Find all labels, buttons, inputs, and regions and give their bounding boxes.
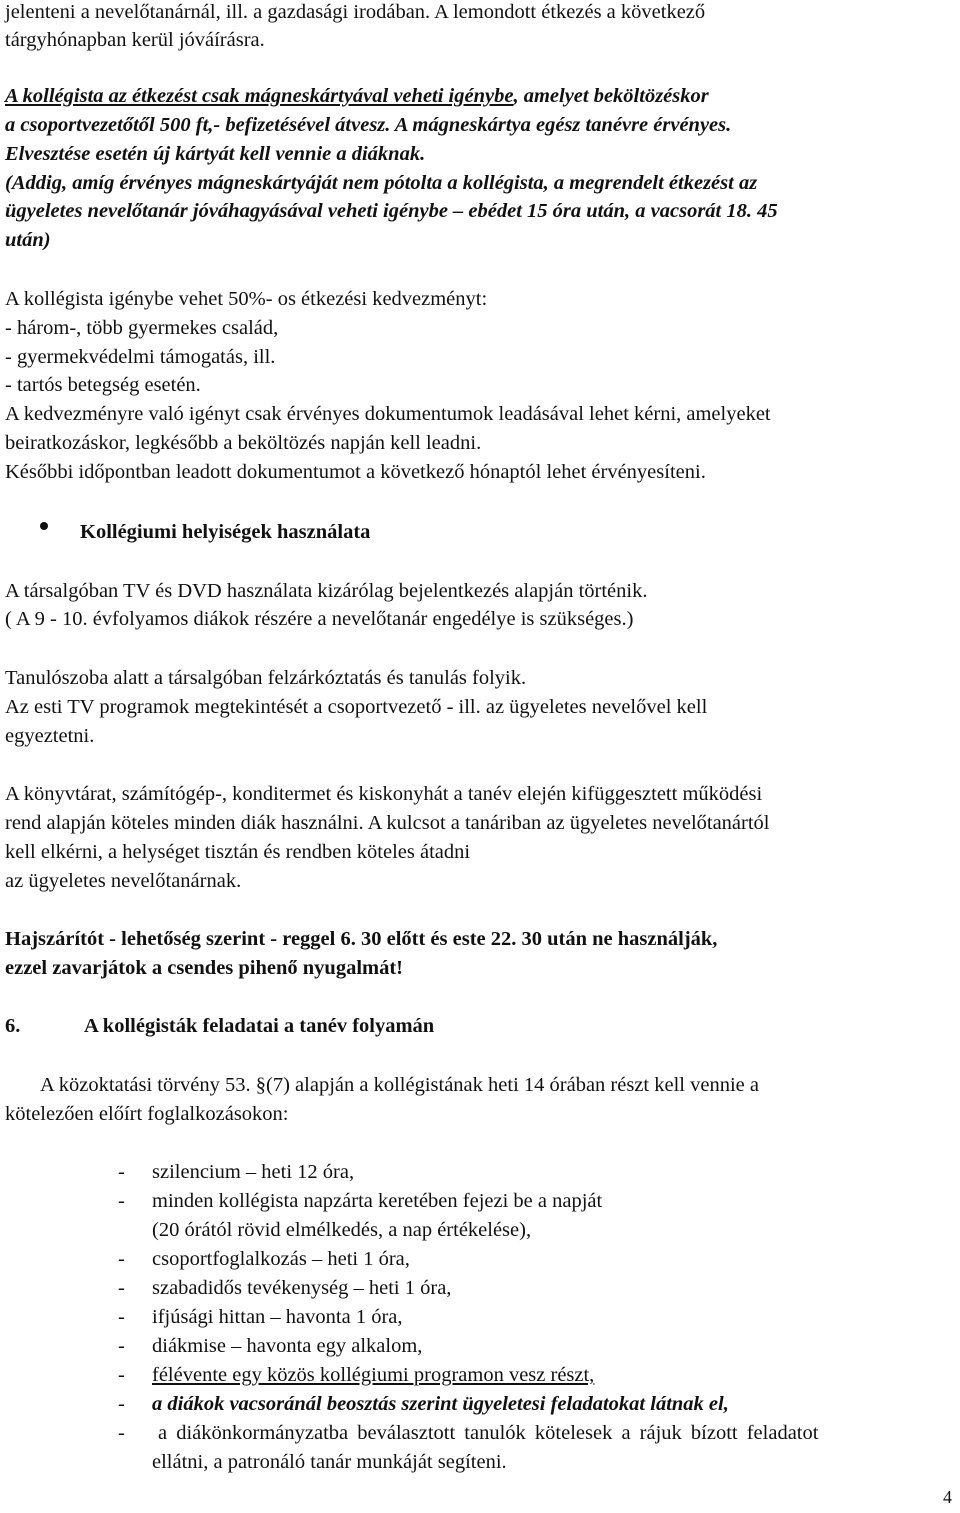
text-line: A könyvtárat, számítógép-, konditermet és kiskonyhát a tanév elején kifüggesztett működési [5,783,763,805]
text-line: ügyeletes nevelőtanár jóváhagyásával veheti igénybe – ebédet 15 óra után, a vacsorát 18. 45 [5,200,778,222]
list-dash: - [118,1190,125,1212]
list-item: minden kollégista napzárta keretében fejezi be a napját [152,1190,603,1212]
list-item: szabadidős tevékenység – heti 1 óra, [152,1277,452,1299]
list-dash: - [118,1248,125,1270]
list-item: félévente egy közös kollégiumi programon vesz részt, [152,1364,595,1386]
text-line: - tartós betegség esetén. [5,374,201,396]
section-number: 6. [5,1015,21,1037]
underlined-text: A kollégista az étkezést csak mágneskártyával veheti igénybe [5,85,514,107]
hairdryer-notice: Hajszárítót - lehetőség szerint - reggel 6. 30 előtt és este 22. 30 után ne használják, [5,928,718,950]
text-line: ( A 9 - 10. évfolyamos diákok részére a nevelőtanár engedélye is szükséges.) [5,608,634,630]
list-item: csoportfoglalkozás – heti 1 óra, [152,1248,410,1270]
list-item: ellátni, a patronáló tanár munkáját segíteni. [152,1451,507,1473]
page-number: 4 [943,1487,952,1507]
list-item: szilencium – heti 12 óra, [152,1161,355,1183]
list-dash: - [118,1277,125,1299]
list-dash: - [118,1393,125,1415]
list-item: ifjúsági hittan – havonta 1 óra, [152,1306,403,1328]
text-line: A közoktatási törvény 53. §(7) alapján a kollégistának heti 14 órában részt kell vennie a [40,1074,759,1096]
section-heading: Kollégiumi helyiségek használata [80,521,371,543]
bullet-icon [40,522,48,530]
text-line: - gyermekvédelmi támogatás, ill. [5,346,276,368]
list-dash: - [118,1161,125,1183]
text-line: (Addig, amíg érvényes mágneskártyáját nem pótolta a kollégista, a megrendelt étkezést az [5,172,758,194]
text-line: A kollégista igénybe vehet 50%- os étkezési kedvezményt: [5,288,488,310]
text-line: Tanulószoba alatt a társalgóban felzárkóztatás és tanulás folyik. [5,667,527,689]
list-item: (20 órától rövid elmélkedés, a nap értékelése), [152,1219,532,1241]
text-span: , amelyet beköltözéskor [513,85,709,107]
list-dash: - [118,1306,125,1328]
text-line: A kedvezményre való igényt csak érvényes dokumentumok leadásával lehet kérni, amelyeket [5,403,771,425]
list-dash: - [118,1335,125,1357]
text-line: A társalgóban TV és DVD használata kizárólag bejelentkezés alapján történik. [5,580,648,602]
text-line: jelenteni a nevelőtanárnál, ill. a gazdasági irodában. A lemondott étkezés a következő [5,1,706,23]
list-item: diákmise – havonta egy alkalom, [152,1335,423,1357]
hairdryer-notice: ezzel zavarjátok a csendes pihenő nyugalmát! [5,957,403,979]
magnetic-card-paragraph [5,82,709,110]
list-dash: - [118,1422,125,1444]
text-line: Elvesztése esetén új kártyát kell vennie a diáknak. [5,143,426,165]
text-line: - három-, több gyermekes család, [5,317,279,339]
text-line: Az esti TV programok megtekintését a csoportvezető - ill. az ügyeletes nevelővel kell [5,696,708,718]
text-line: után) [5,229,51,251]
list-item: a diákok vacsoránál beosztás szerint ügyeletesi feladatokat látnak el, [152,1393,729,1415]
text-line: beiratkozáskor, legkésőbb a beköltözés napján kell leadni. [5,432,482,454]
section-heading: A kollégisták feladatai a tanév folyamán [84,1015,435,1037]
text-line: kell elkérni, a helységet tisztán és rendben köteles átadni [5,841,471,863]
text-line: kötelezően előírt foglalkozásokon: [5,1103,289,1125]
list-dash: - [118,1364,125,1386]
text-line: a csoportvezetőtől 500 ft,- befizetésével átvesz. A mágneskártya egész tanévre érvényes. [5,114,732,136]
text-line: az ügyeletes nevelőtanárnak. [5,870,242,892]
text-line: tárgyhónapban kerül jóváírásra. [5,29,265,51]
text-line: Későbbi időpontban leadott dokumentumot a következő hónaptól lehet érvényesíteni. [5,461,706,483]
text-line: egyeztetni. [5,725,95,747]
text-line: rend alapján köteles minden diák használni. A kulcsot a tanáriban az ügyeletes nevelőtanártól [5,812,770,834]
list-item: a diákönkormányzatba beválasztott tanulók kötelesek a rájuk bízott feladatot [158,1422,819,1444]
